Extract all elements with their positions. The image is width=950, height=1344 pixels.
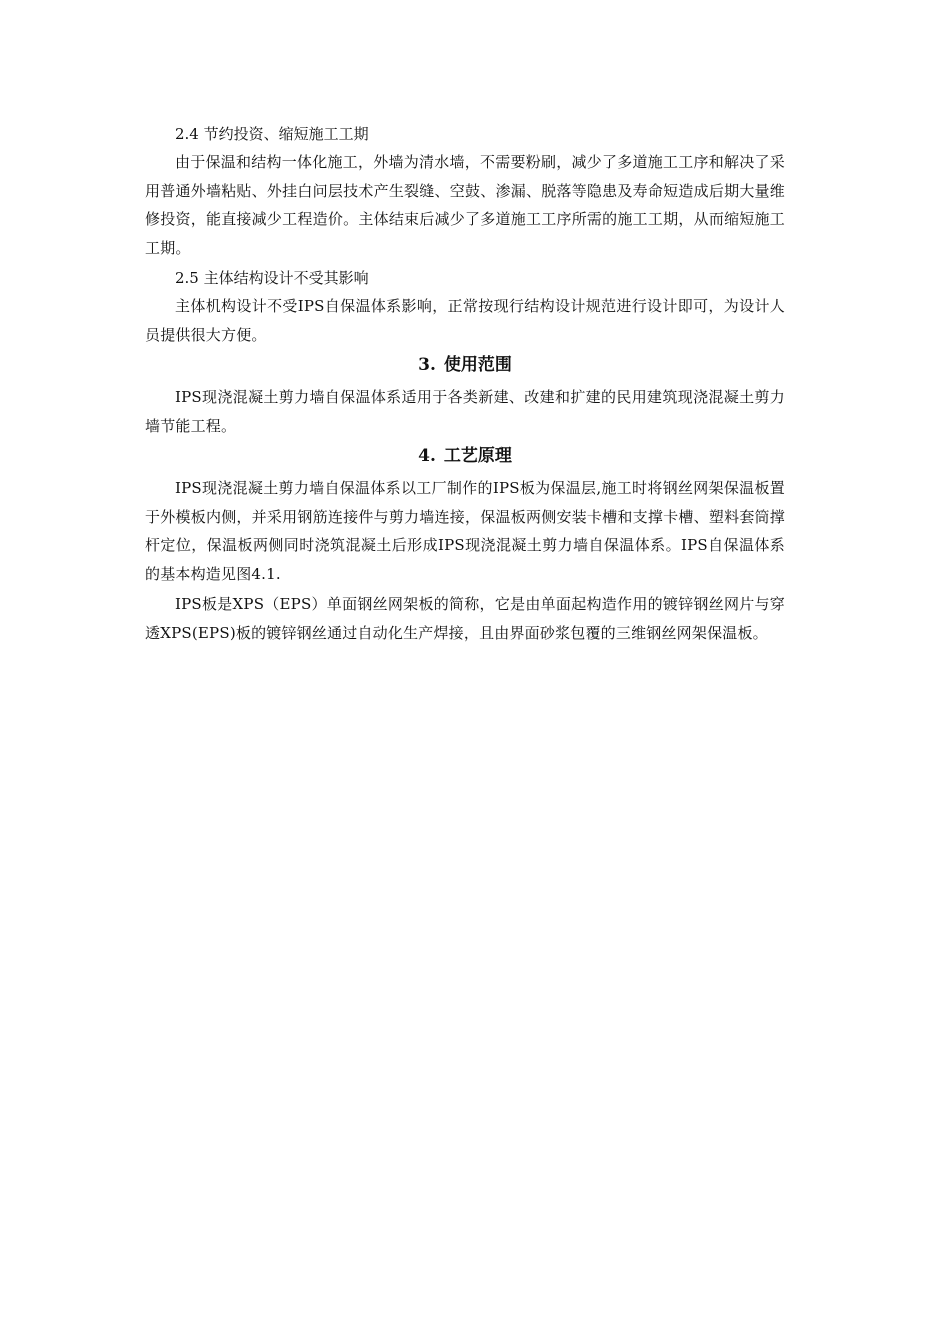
section-4-heading [145, 442, 785, 470]
section-3-heading [145, 351, 785, 379]
section-4-body-2: IPS板是XPS（EPS）单面钢丝网架板的简称，它是由单面起构造作用的镀锌钢丝网片与穿透XPS(EPS)板的镀锌钢丝通过自动化生产焊接，且由界面砂浆包覆的三维钢丝网架保温板。 [145, 595, 785, 642]
document-page [145, 120, 785, 647]
section-2-4-heading: 2.4 节约投资、缩短施工工期 [175, 125, 369, 143]
section-3-body: IPS现浇混凝土剪力墙自保温体系适用于各类新建、改建和扩建的民用建筑现浇混凝土剪力墙节能工程。 [145, 388, 785, 435]
section-2-5-body: 主体机构设计不受IPS自保温体系影响，正常按现行结构设计规范进行设计即可，为设计人员提供很大方便。 [145, 297, 785, 344]
section-2-5-heading: 2.5 主体结构设计不受其影响 [175, 269, 369, 287]
section-4-body-1: IPS现浇混凝土剪力墙自保温体系以工厂制作的IPS板为保温层,施工时将钢丝网架保温板置于外模板内侧，并采用钢筋连接件与剪力墙连接，保温板两侧安装卡槽和支撑卡槽、塑料套筒撑杆定位，保温板两侧同时浇筑混凝土后形成IPS现浇混凝土剪力墙自保温体系。IPS自保温体系的基本构造见图4.1. [145, 479, 785, 583]
section-3-number: 3. [418, 355, 436, 375]
section-4-number: 4. [418, 446, 436, 466]
section-2-4-body: 由于保温和结构一体化施工，外墙为清水墙，不需要粉刷，减少了多道施工工序和解决了采用普通外墙粘贴、外挂白问层技术产生裂缝、空鼓、渗漏、脱落等隐患及寿命短造成后期大量维修投资，能直接减少工程造价。主体结束后减少了多道施工工序所需的施工工期，从而缩短施工工期。 [145, 153, 785, 257]
section-4-title: 工艺原理 [443, 446, 512, 466]
section-3-title: 使用范围 [443, 355, 512, 375]
